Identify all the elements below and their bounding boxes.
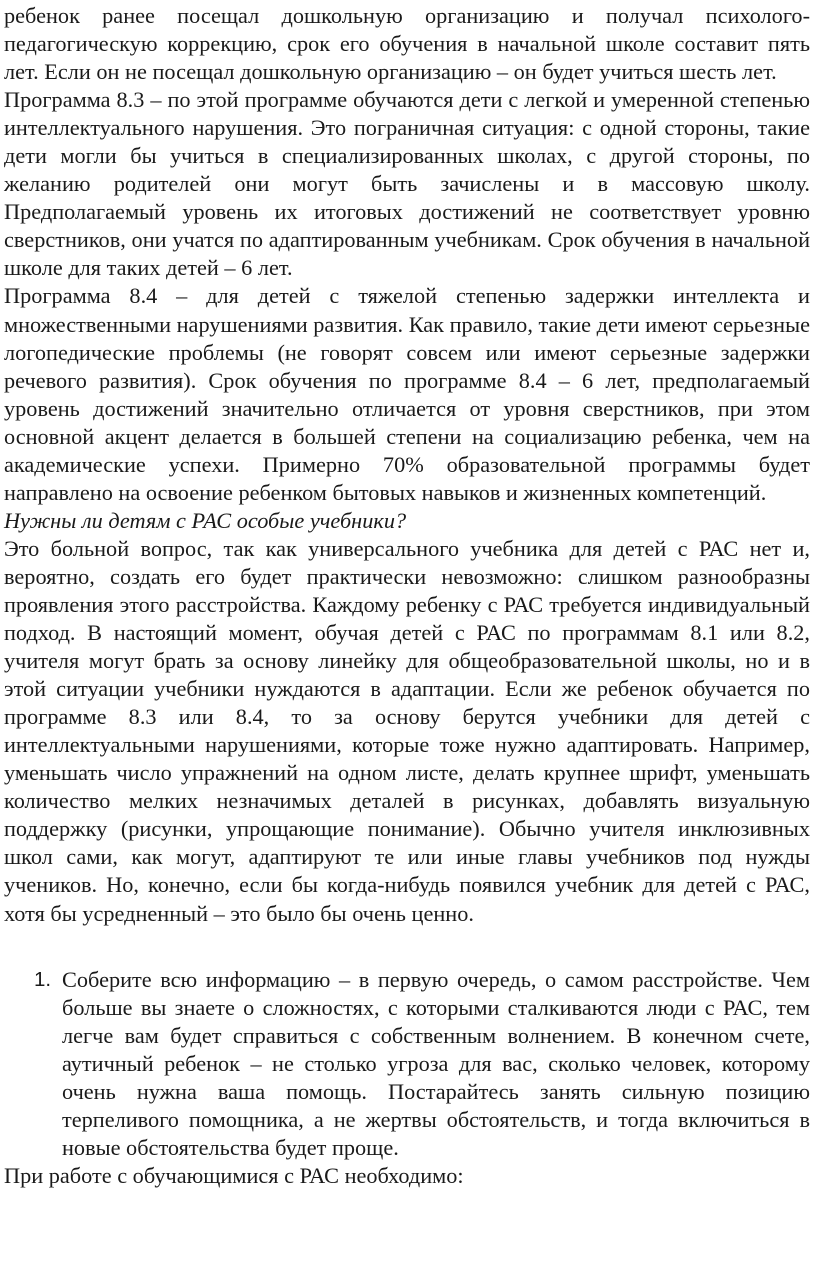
- spacer: [4, 928, 810, 966]
- list-item-text: Соберите всю информацию – в первую очередь, о самом расстройстве. Чем больше вы знаете о сложностях, с которыми сталкиваются люди с РАС, тем легче вам будет справиться с собственным волнением. В конечном счете, аутичный ребенок – не столько угроза для вас, сколько человек, которому очень нужна ваша помощь. Постарайтесь занять сильную позицию терпеливого помощника, а не жертвы обстоятельств, и тогда включиться в новые обстоятельства будет проще.: [62, 966, 810, 1160]
- paragraph-textbooks: Это больной вопрос, так как универсального учебника для детей с РАС нет и, вероятно, создать его будет практически невозможно: слишком разнообразны проявления этого расстройства. Каждому ребенку с РАС требуется индивидуальный подход. В настоящий момент, обучая детей с РАС по программам 8.1 или 8.2, учителя могут брать за основу линейку для общеобразовательной школы, но и в этой ситуации учебники нуждаются в адаптации. Если же ребенок обучается по программе 8.3 или 8.4, то за основу берутся учебники для детей с интеллектуальными нарушениями, которые тоже нужно адаптировать. Например, уменьшать число упражнений на одном листе, делать крупнее шрифт, уменьшать количество мелких незначимых деталей в рисунках, добавлять визуальную поддержку (рисунки, упрощающие понимание). Обычно учителя инклюзивных школ сами, как могут, адаптируют те или иные главы учебников под нужды учеников. Но, конечно, если бы когда-нибудь появился учебник для детей с РАС, хотя бы усредненный – это было бы очень ценно.: [4, 535, 810, 926]
- paragraph-program-8-3: Программа 8.3 – по этой программе обучаются дети с легкой и умеренной степенью интеллектуального нарушения. Это пограничная ситуация: с одной стороны, такие дети могли бы учиться в специализированных школах, с другой стороны, по желанию родителей они могут быть зачислены и в массовую школу. Предполагаемый уровень их итоговых достижений не соответствует уровню сверстников, они учатся по адаптированным учебникам. Срок обучения в начальной школе для таких детей – 6 лет.: [4, 87, 810, 281]
- numbered-list: [4, 966, 810, 1162]
- final-line: При работе с обучающимися с РАС необходимо:: [4, 1162, 464, 1188]
- list-item-number: 1.: [34, 967, 52, 991]
- paragraph-program-8-4: Программа 8.4 – для детей с тяжелой степенью задержки интеллекта и множественными нарушениями развития. Как правило, такие дети имеют серьезные логопедические проблемы (не говорят совсем или имеют серьезные задержки речевого развития). Срок обучения по программе 8.4 – 6 лет, предполагаемый уровень достижений значительно отличается от уровня сверстников, при этом основной акцент делается в большей степени на социализацию ребенка, чем на академические успехи. Примерно 70% образовательной программы будет направлено на освоение ребенком бытовых навыков и жизненных компетенций.: [4, 283, 810, 505]
- section-heading: Нужны ли детям с РАС особые учебники?: [4, 507, 407, 533]
- document-page: [4, 2, 810, 1190]
- list-item: [4, 966, 810, 1162]
- paragraph-program-8-2-end: ребенок ранее посещал дошкольную организацию и получал психолого-педагогическую коррекцию, срок его обучения в начальной школе составит пять лет. Если он не посещал дошкольную организацию – он будет учиться шесть лет.: [4, 3, 810, 85]
